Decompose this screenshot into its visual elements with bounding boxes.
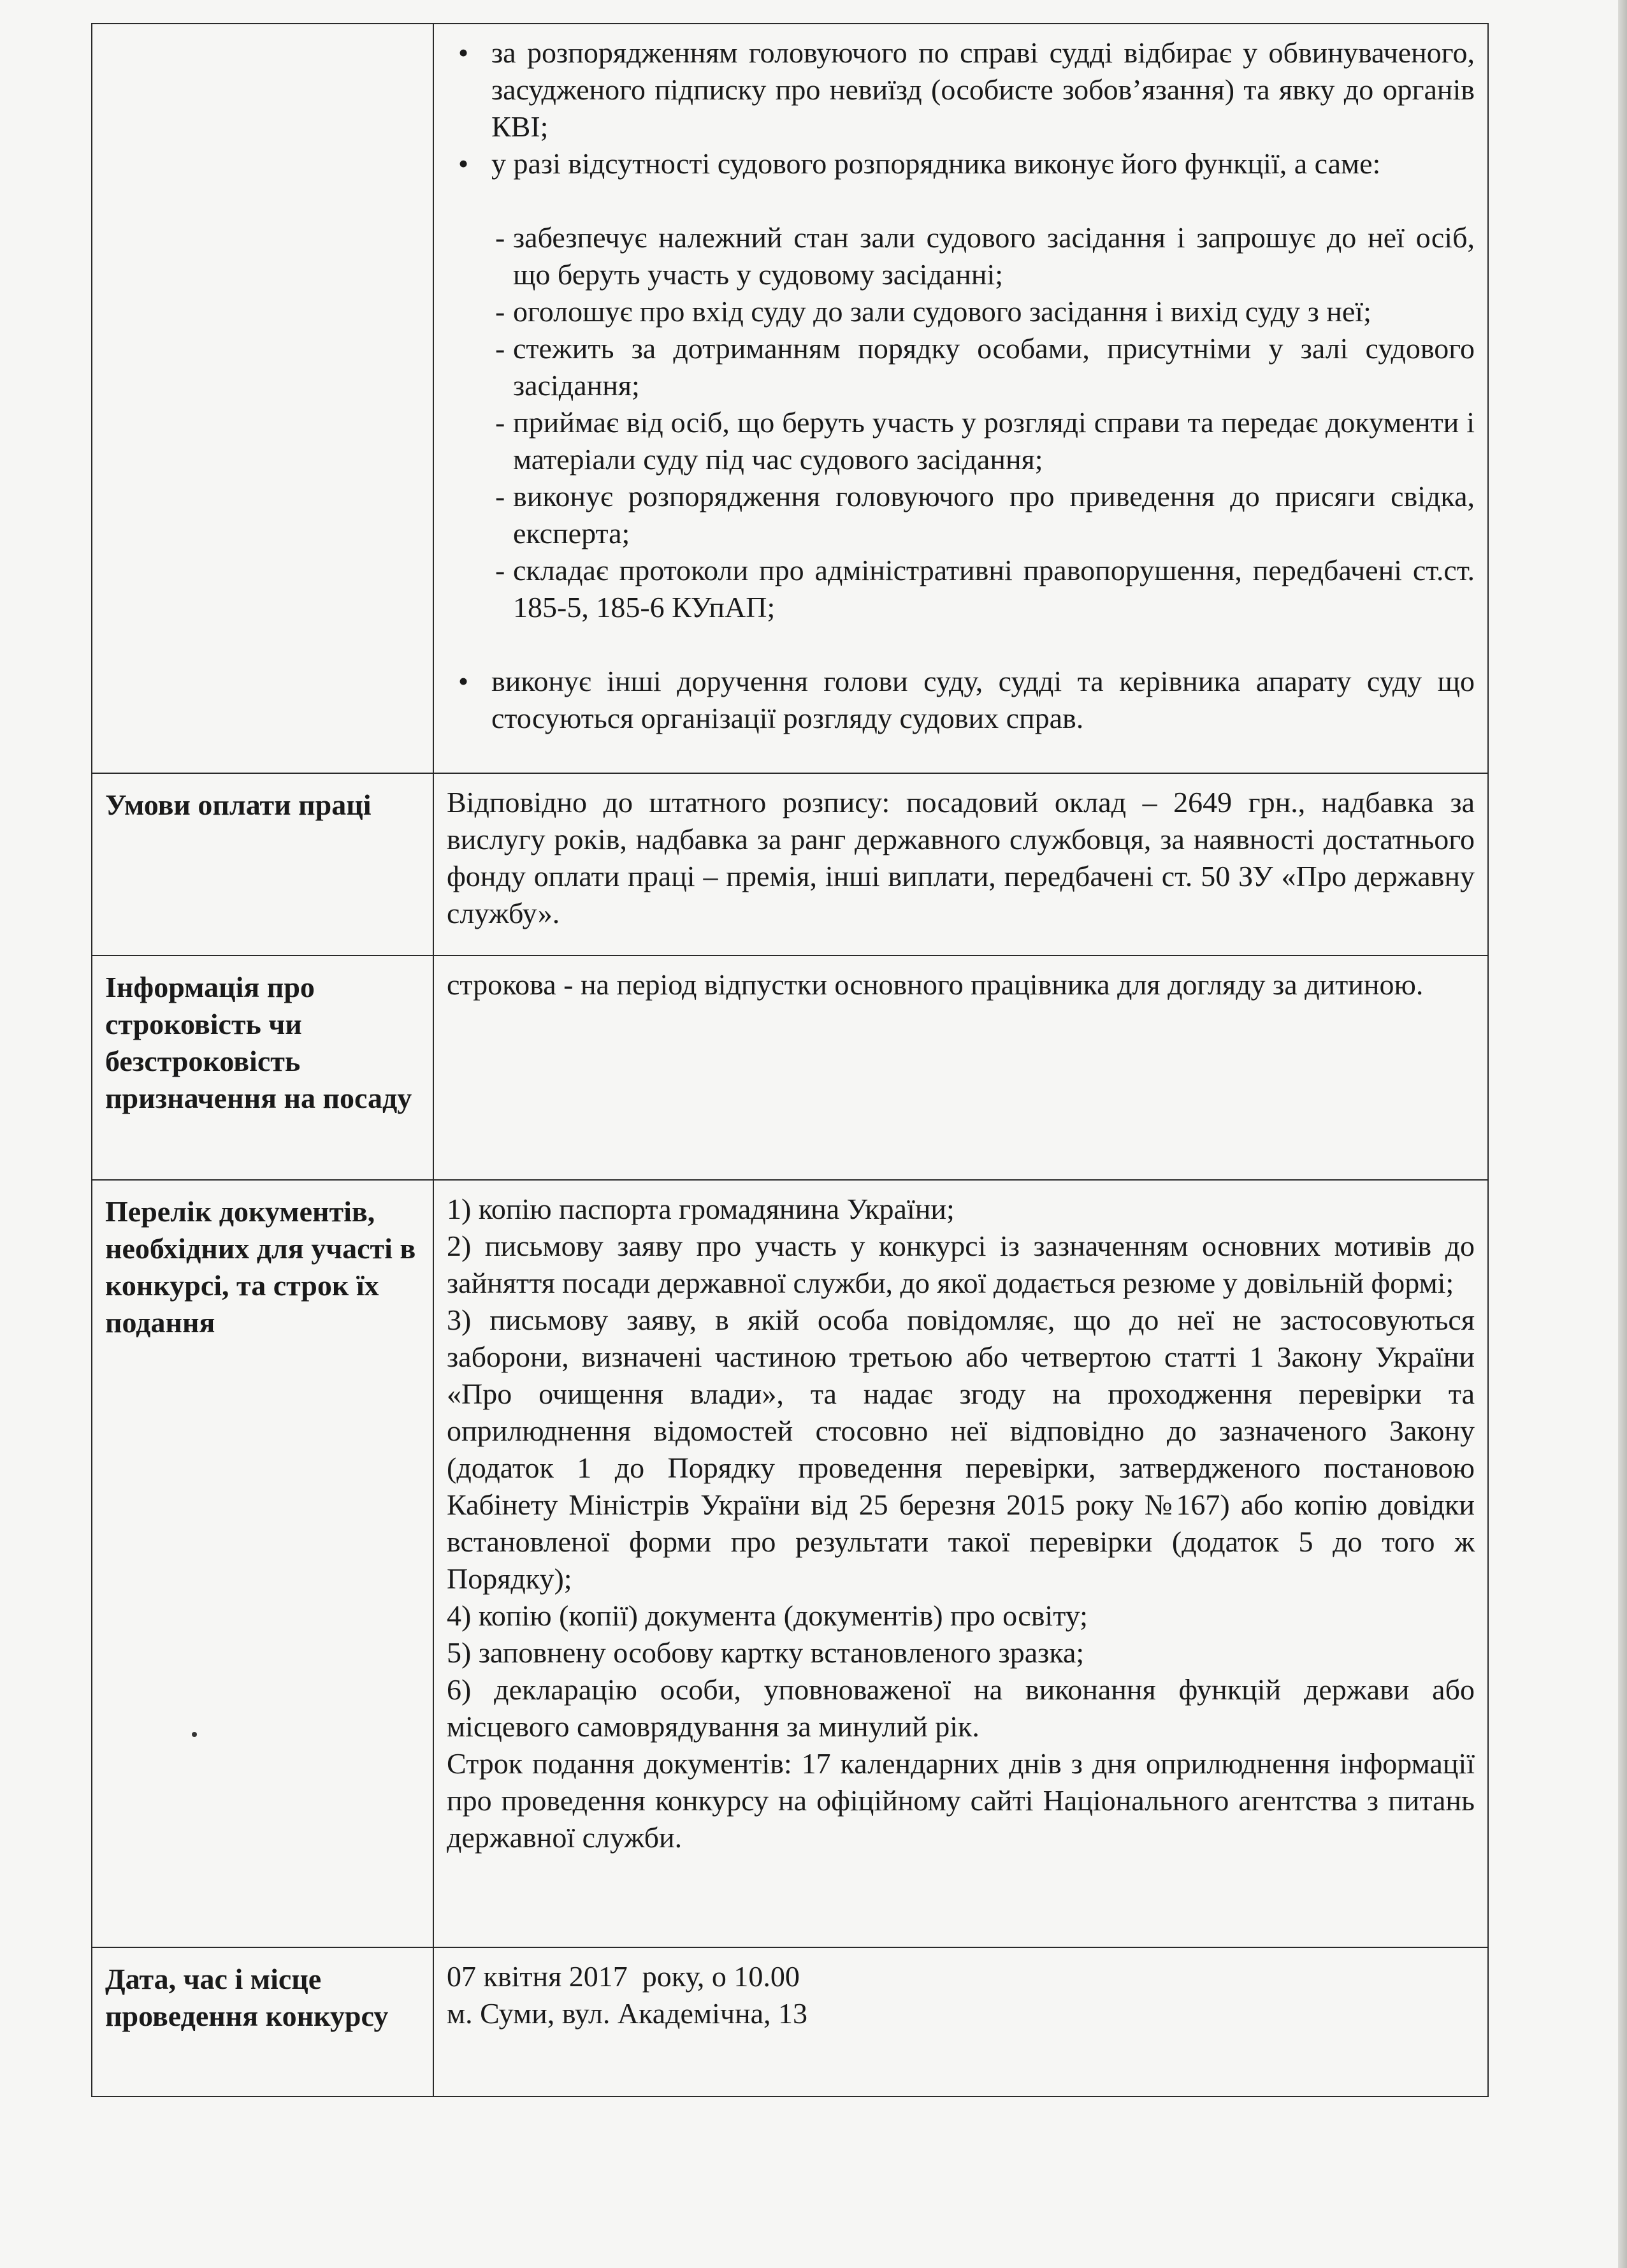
duty-dash-5: - виконує розпорядження головуючого про приведення до присяги свідка, експерта;	[447, 478, 1475, 552]
docs-item-6: 6) декларацію особи, уповноваженої на виконання функцій держави або місцевого самоврядування за минулий рік.	[447, 1673, 1475, 1743]
term-row	[92, 956, 1488, 1180]
docs-item-2: 2) письмову заяву про участь у конкурсі із зазначенням основних мотивів до зайняття посади державної служби, до якої додається резюме у довільній формі;	[447, 1230, 1475, 1299]
duties-row	[92, 24, 1488, 773]
duty-dash-4: - приймає від осіб, що беруть участь у розгляді справи та передає документи і матеріали суду під час судового засідання;	[447, 404, 1475, 478]
term-label: Інформація про строковість чи безстроковість призначення на посаду	[92, 956, 433, 1180]
date-time: 07 квітня 2017 року, о 10.00	[447, 1960, 800, 1993]
date-row	[92, 1947, 1488, 2097]
docs-item-1: 1) копію паспорта громадянина України;	[447, 1193, 955, 1225]
date-label: Дата, час і місце проведення конкурсу	[92, 1947, 433, 2097]
duty-dash-2: - оголошує про вхід суду до зали судового засідання і вихід суду з неї;	[447, 293, 1475, 330]
docs-item-4: 4) копію (копії) документа (документів) про освіту;	[447, 1599, 1088, 1632]
duty-bullet-2: • у разі відсутності судового розпорядника виконує його функції, а саме:	[447, 145, 1475, 182]
docs-value-cell	[433, 1180, 1488, 1947]
duty-bullet-1: • за розпорядженням головуючого по справі судді відбирає у обвинуваченого, засудженого підписку про невиїзд (особисте зобов’язання) та явку до органів КВІ;	[447, 34, 1475, 145]
docs-label: Перелік документів, необхідних для участі в конкурсі, та строк їх подання	[92, 1180, 433, 1947]
docs-item-3: 3) письмову заяву, в якій особа повідомляє, що до неї не застосовуються заборони, визначені частиною третьою або четвертою статті 1 Закону України «Про очищення влади», та надає згоду на проходження перевірки та оприлюднення відомостей стосовно неї відповідно до зазначеного Закону (додаток 1 до Порядку проведення перевірки, затвердженого постановою Кабінету Міністрів України від 25 березня 2015 року №167) або копію довідки встановленої форми про результати такої перевірки (додаток 5 до того ж Порядку);	[447, 1304, 1475, 1595]
date-place: м. Суми, вул. Академічна, 13	[447, 1997, 808, 2030]
page-edge-shadow	[1618, 0, 1627, 2268]
duty-bullet-3: • виконує інші доручення голови суду, судді та керівника апарату суду що стосуються організації розгляду судових справ.	[447, 663, 1475, 737]
pay-row	[92, 773, 1488, 956]
duties-value-cell	[433, 24, 1488, 773]
docs-deadline: Строк подання документів: 17 календарних днів з дня оприлюднення інформації про проведення конкурсу на офіційному сайті Національного агентства з питань державної служби.	[447, 1747, 1475, 1854]
duties-label-cell	[92, 24, 433, 773]
term-text: строкова - на період відпустки основного працівника для догляду за дитиною.	[433, 956, 1488, 1180]
scan-speck	[192, 1732, 197, 1737]
duty-dash-1: - забезпечує належний стан зали судового засідання і запрошує до неї осіб, що беруть участь у судовому засіданні;	[447, 219, 1475, 293]
docs-row	[92, 1180, 1488, 1947]
docs-item-5: 5) заповнену особову картку встановленого зразка;	[447, 1636, 1085, 1669]
pay-text: Відповідно до штатного розпису: посадовий оклад – 2649 грн., надбавка за вислугу років, надбавка за ранг державного службовця, за наявності достатнього фонду оплати праці – премія, інші виплати, передбачені ст. 50 ЗУ «Про державну службу».	[433, 773, 1488, 956]
pay-label: Умови оплати праці	[92, 773, 433, 956]
date-value-cell	[433, 1947, 1488, 2097]
duty-dash-6: - складає протоколи про адміністративні правопорушення, передбачені ст.ст. 185-5, 185-6 КУпАП;	[447, 552, 1475, 626]
vacancy-table	[91, 23, 1489, 2097]
duty-dash-3: - стежить за дотриманням порядку особами, присутніми у залі судового засідання;	[447, 330, 1475, 404]
